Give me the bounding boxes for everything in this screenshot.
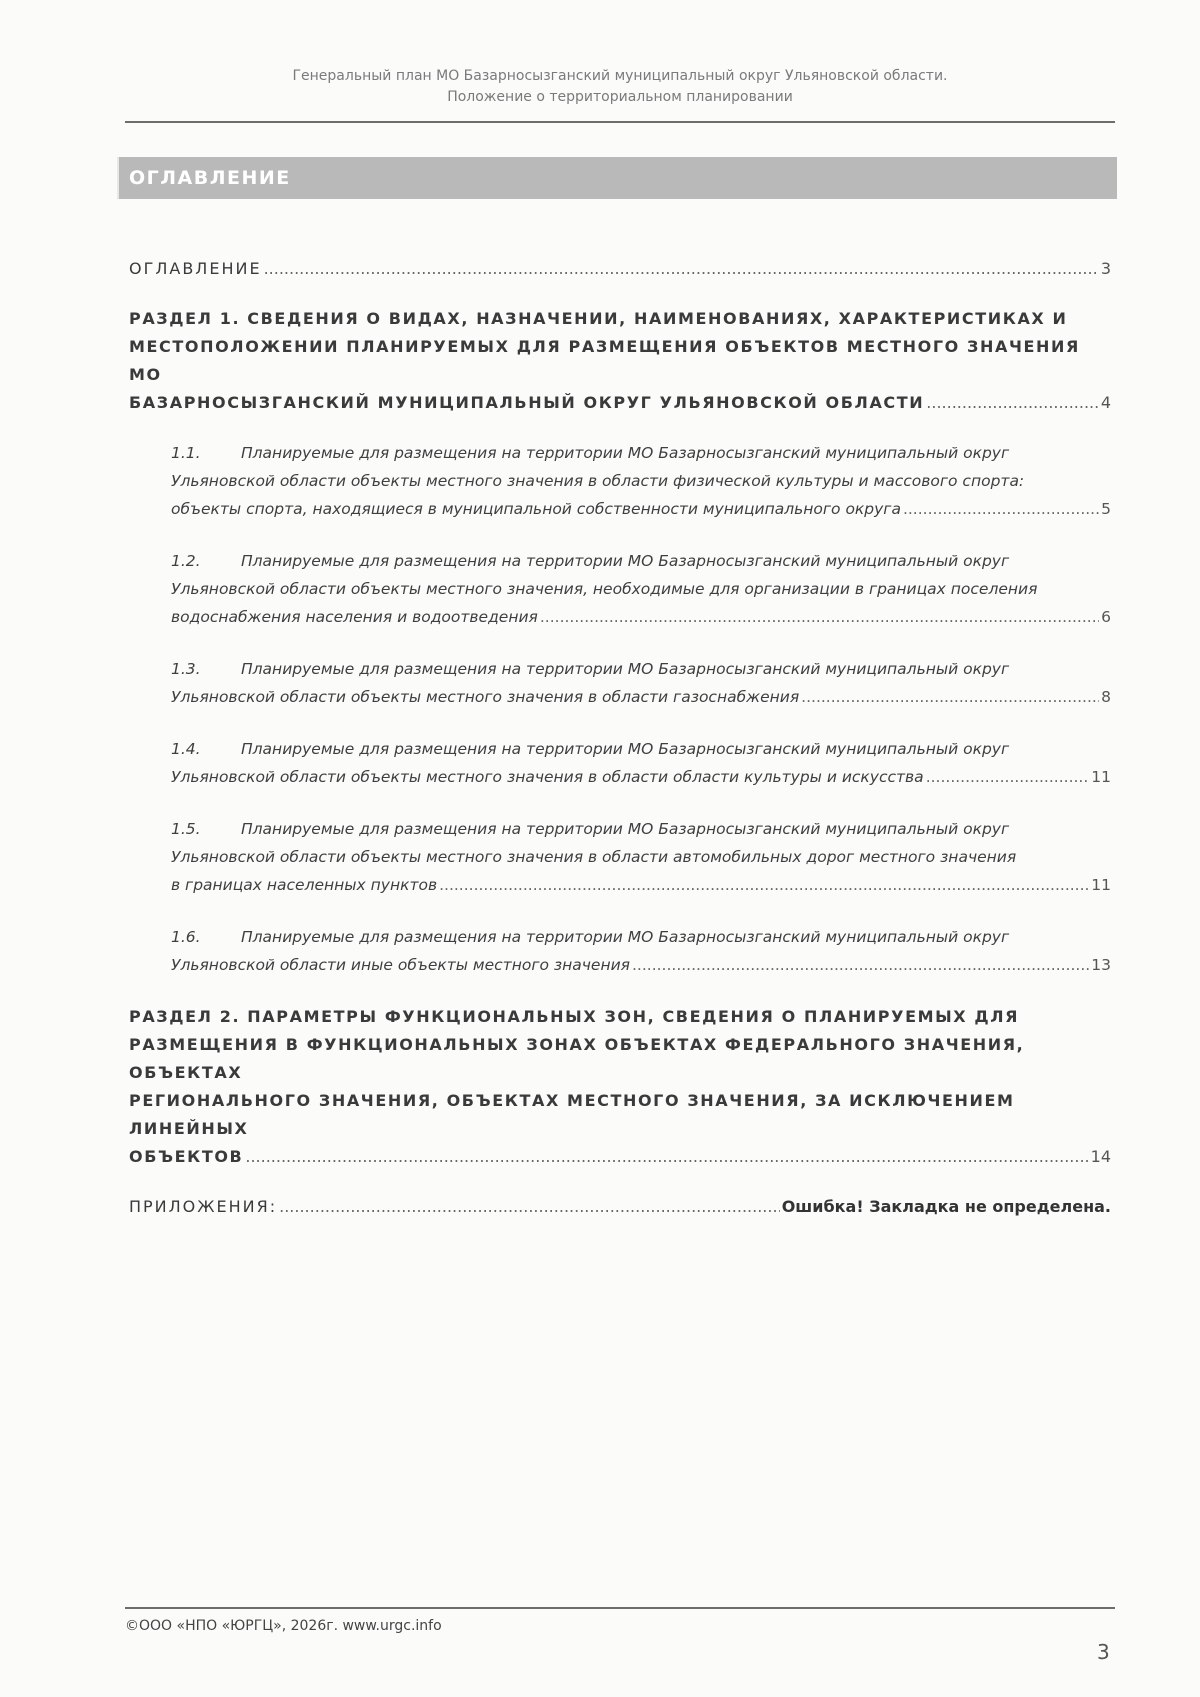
- toc-page-number: 8: [1101, 688, 1111, 706]
- toc-page-number: 14: [1090, 1147, 1111, 1166]
- header-line-1: Генеральный план МО Базарносызганский муниципальный округ Ульяновской области.: [292, 68, 948, 84]
- dot-leader: [926, 763, 1090, 791]
- toc-page-number: 6: [1101, 608, 1111, 626]
- toc-page-number: 5: [1101, 500, 1111, 518]
- dot-leader: [801, 683, 1099, 711]
- toc-entry-title-line: Планируемые для размещения на территории МО Базарносызганский муниципальный округ: [241, 820, 1010, 838]
- toc-entry-title-line: объекты спорта, находящиеся в муниципальной собственности муниципального округа: [171, 500, 901, 518]
- section-title-bar: [117, 157, 1117, 199]
- toc-entry-1-3[interactable]: [171, 655, 1111, 711]
- toc-entry-number: 1.1.: [171, 444, 201, 462]
- toc-entry-contents[interactable]: [129, 255, 1111, 283]
- header-rule: [125, 121, 1115, 123]
- toc-entry-title-line: Ульяновской области иные объекты местного значения: [171, 956, 630, 974]
- toc-entry-title-line: Ульяновской области объекты местного значения в области физической культуры и массового спорта:: [171, 472, 1025, 490]
- toc-page-number: 3: [1100, 259, 1111, 278]
- dot-leader: [632, 951, 1089, 979]
- toc-entry-number: 1.4.: [171, 740, 201, 758]
- toc-page-number: 11: [1091, 768, 1111, 786]
- header-line-2: Положение о территориальном планировании: [447, 89, 793, 105]
- toc-entry-title-line: Ульяновской области объекты местного значения в области газоснабжения: [171, 688, 800, 706]
- toc-entry-title-line: Планируемые для размещения на территории МО Базарносызганский муниципальный округ: [241, 928, 1010, 946]
- dot-leader: [279, 1193, 780, 1221]
- toc-entry-number: 1.2.: [171, 552, 201, 570]
- dot-leader: [903, 495, 1099, 523]
- toc-entry-title-line: РАЗДЕЛ 2. ПАРАМЕТРЫ ФУНКЦИОНАЛЬНЫХ ЗОН, СВЕДЕНИЯ О ПЛАНИРУЕМЫХ ДЛЯ: [129, 1007, 1020, 1026]
- toc-entry-title-line: Планируемые для размещения на территории МО Базарносызганский муниципальный округ: [241, 740, 1010, 758]
- toc-entry-title-line: водоснабжения населения и водоотведения: [171, 608, 538, 626]
- footer-rule: [125, 1607, 1115, 1609]
- toc-entry-1-4[interactable]: [171, 735, 1111, 791]
- toc-entry-section-1[interactable]: [129, 305, 1111, 417]
- toc-entry-1-5[interactable]: [171, 815, 1111, 899]
- toc-entry-title-line: РАЗДЕЛ 1. СВЕДЕНИЯ О ВИДАХ, НАЗНАЧЕНИИ, НАИМЕНОВАНИЯХ, ХАРАКТЕРИСТИКАХ И: [129, 309, 1068, 328]
- page-header: [125, 66, 1115, 108]
- toc-entry-title-line: Планируемые для размещения на территории МО Базарносызганский муниципальный округ: [241, 552, 1010, 570]
- table-of-contents: [129, 255, 1111, 1243]
- toc-bookmark-error: Ошибка! Закладка не определена.: [781, 1197, 1111, 1216]
- toc-page-number: 4: [1100, 393, 1111, 412]
- toc-entry-title-line: ОБЪЕКТОВ: [129, 1147, 244, 1166]
- toc-page-number: 11: [1091, 876, 1111, 894]
- toc-entry-title-line: РЕГИОНАЛЬНОГО ЗНАЧЕНИЯ, ОБЪЕКТАХ МЕСТНОГО ЗНАЧЕНИЯ, ЗА ИСКЛЮЧЕНИЕМ ЛИНЕЙНЫХ: [129, 1091, 1015, 1138]
- toc-entry-title-line: РАЗМЕЩЕНИЯ В ФУНКЦИОНАЛЬНЫХ ЗОНАХ ОБЪЕКТАХ ФЕДЕРАЛЬНОГО ЗНАЧЕНИЯ, ОБЪЕКТАХ: [129, 1035, 1025, 1082]
- toc-entry-1-2[interactable]: [171, 547, 1111, 631]
- toc-entry-title-line: БАЗАРНОСЫЗГАНСКИЙ МУНИЦИПАЛЬНЫЙ ОКРУГ УЛЬЯНОВСКОЙ ОБЛАСТИ: [129, 393, 925, 412]
- toc-entry-number: 1.6.: [171, 928, 201, 946]
- page-number: 3: [1097, 1640, 1110, 1664]
- toc-entry-number: 1.5.: [171, 820, 201, 838]
- dot-leader: [540, 603, 1099, 631]
- dot-leader: [264, 255, 1099, 283]
- toc-entry-title-line: Планируемые для размещения на территории МО Базарносызганский муниципальный округ: [241, 660, 1010, 678]
- toc-entry-1-6[interactable]: [171, 923, 1111, 979]
- toc-entry-title: ОГЛАВЛЕНИЕ: [129, 259, 262, 278]
- toc-entry-title: ПРИЛОЖЕНИЯ:: [129, 1197, 278, 1216]
- toc-entry-number: 1.3.: [171, 660, 201, 678]
- toc-entry-title-line: МЕСТОПОЛОЖЕНИИ ПЛАНИРУЕМЫХ ДЛЯ РАЗМЕЩЕНИЯ ОБЪЕКТОВ МЕСТНОГО ЗНАЧЕНИЯ МО: [129, 337, 1080, 384]
- toc-entry-title-line: Ульяновской области объекты местного значения в области автомобильных дорог местного значения: [171, 848, 1017, 866]
- toc-entry-1-1[interactable]: [171, 439, 1111, 523]
- dot-leader: [439, 871, 1089, 899]
- footer-copyright: ©ООО «НПО «ЮРГЦ», 2026г. www.urgc.info: [125, 1618, 442, 1634]
- toc-entry-title-line: Планируемые для размещения на территории МО Базарносызганский муниципальный округ: [241, 444, 1010, 462]
- toc-page-number: 13: [1091, 956, 1111, 974]
- toc-entry-appendices[interactable]: [129, 1193, 1111, 1221]
- toc-entry-title-line: в границах населенных пунктов: [171, 876, 438, 894]
- toc-entry-title-line: Ульяновской области объекты местного значения, необходимые для организации в границах поселения: [171, 580, 1038, 598]
- toc-entry-title-line: Ульяновской области объекты местного значения в области области культуры и искусства: [171, 768, 924, 786]
- dot-leader: [926, 389, 1099, 417]
- section-title: ОГЛАВЛЕНИЕ: [129, 167, 291, 189]
- dot-leader: [245, 1143, 1088, 1171]
- toc-entry-section-2[interactable]: [129, 1003, 1111, 1171]
